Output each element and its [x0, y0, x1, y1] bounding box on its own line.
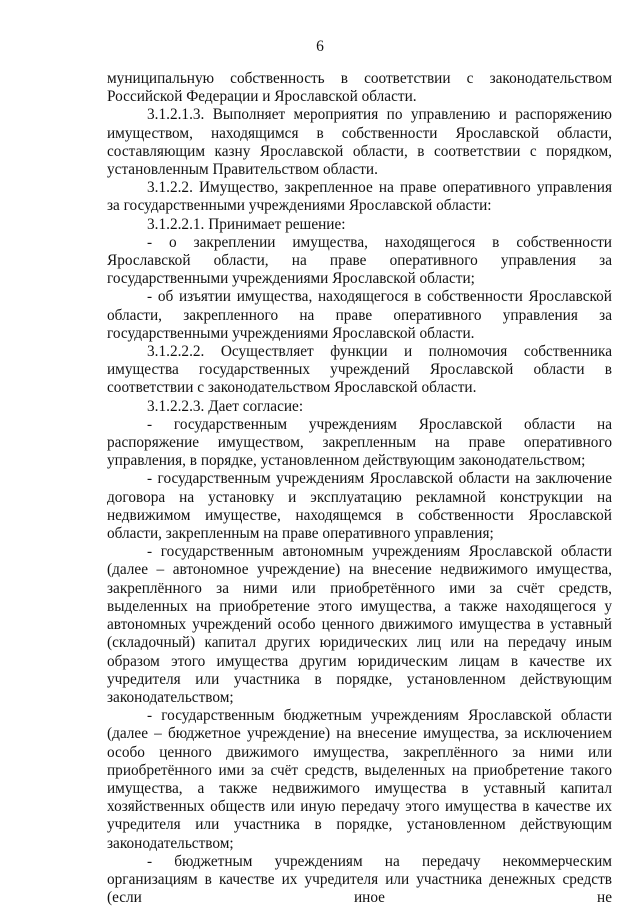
list-item-budget-institutions: - государственным бюджетным учреждениям Ярославской области (далее – бюджетное учреждение) на внесение имущества, за исключением особо ценного движимого имущества, закреплённого за ними или приобретённого ими за счёт средств, выделенных на приобретение такого имущества, а также недвижимого имущества в уставный капитал хозяйственных обществ или иную передачу этого имущества в качестве их учредителя или участника в порядке, установленном действующим законодательством; — [107, 707, 612, 852]
list-item-disposal-consent: - государственным учреждениям Ярославской области на распоряжение имуществом, закрепленным на праве оперативного управления, в порядке, установленном действующим законодательством; — [107, 415, 612, 470]
list-item-assignment: - о закреплении имущества, находящегося в собственности Ярославской области, на праве оперативного управления за государственными учреждениями Ярославской области; — [107, 233, 612, 288]
paragraph-3-1-2-2-1: 3.1.2.2.1. Принимает решение: — [147, 215, 346, 233]
list-item-autonomous-institutions: - государственным автономным учреждениям Ярославской области (далее – автономное учреждение) на внесение недвижимого имущества, закреплённого за ними или приобретённого ими за счёт средств, выделенных на приобретение этого имущества, а также находящегося у автономных учреждений особо ценного движимого имущества в уставный (складочный) капитал других юридических лиц или на передачу иным образом этого имущества другим юридическим лицам в качестве их учредителя или участника в порядке, установленном действующим законодательством; — [107, 543, 612, 706]
page-number: 6 — [316, 38, 324, 55]
paragraph-continuation: муниципальную собственность в соответствии с законодательством Российской Федерации и Ярославской области. — [107, 70, 612, 106]
list-item-funds-transfer: - бюджетным учреждениям на передачу некоммерческим организациям в качестве их учредителя или участника денежных средств (если иное не — [107, 852, 612, 907]
paragraph-3-1-2-2: 3.1.2.2. Имущество, закрепленное на праве оперативного управления за государственными учреждениями Ярославской области: — [107, 179, 612, 215]
paragraph-3-1-2-2-2: 3.1.2.2.2. Осуществляет функции и полномочия собственника имущества государственных учреждений Ярославской области в соответствии с законодательством Ярославской области. — [107, 343, 612, 397]
document-body — [107, 70, 612, 907]
list-item-withdrawal: - об изъятии имущества, находящегося в собственности Ярославской области, закрепленного на праве оперативного управления за государственными учреждениями Ярославской области. — [107, 288, 612, 342]
paragraph-3-1-2-2-3: 3.1.2.2.3. Дает согласие: — [147, 397, 304, 415]
list-item-advertising-consent: - государственным учреждениям Ярославской области на заключение договора на установку и эксплуатацию рекламной конструкции на недвижимом имуществе, находящемся в собственности Ярославской области, закрепленным на праве оперативного управления; — [107, 470, 612, 543]
paragraph-3-1-2-1-3: 3.1.2.1.3. Выполняет мероприятия по управлению и распоряжению имуществом, находящимся в собственности Ярославской области, составляющим казну Ярославской области, в соответствии с порядком, установленным Правительством области. — [107, 106, 612, 179]
